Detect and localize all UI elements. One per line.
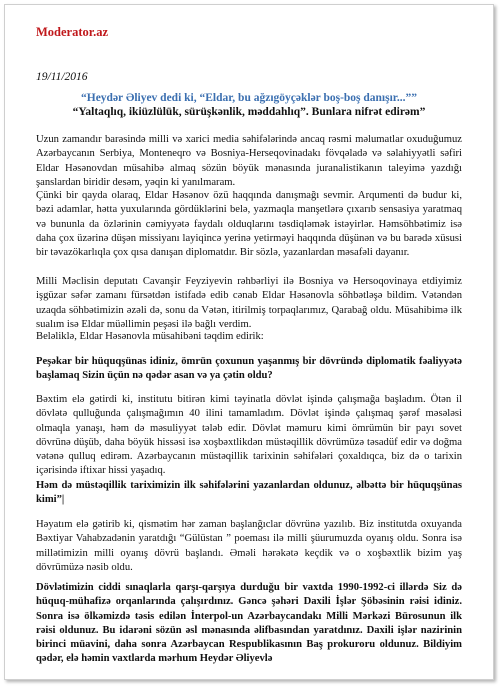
question-text-1: Peşəkar bir hüquqşünas idiniz, ömrün çoxunun yaşanmış bir dövründə diplomatik fəaliyyətə başlamaq Sizin üçün nə qədər asan və ya çətin oldu? bbox=[36, 356, 462, 382]
answer-2 bbox=[36, 518, 462, 575]
intro-paragraph-2 bbox=[36, 189, 462, 260]
question-3 bbox=[36, 581, 462, 667]
intro-paragraph-3 bbox=[36, 275, 462, 332]
intro-paragraph-4 bbox=[36, 330, 462, 344]
article-title: “Heydər Əliyev dedi ki, “Eldar, bu ağzıgöyçəklər boş-boş danışır...”” bbox=[81, 92, 417, 104]
intro-paragraph-1 bbox=[36, 133, 462, 190]
question-text-2: Həm də müstəqillik tariximizin ilk səhifələrini yazanlardan oldunuz, əlbəttə bir hüquqşünas kimi”| bbox=[36, 480, 462, 506]
answer-text-1: Bəxtim elə gətirdi ki, institutu bitirən kimi təyinatla dövlət işində çalışmağa başladım. Ötən il dövlətə qulluğunda çalışmağımın 40 ilini tamamladım. Dövlət işində çalışmaq şərəf məsələsi olmaqla yanaşı, həm də məsuliyyət tələb edir. Dövlət məmuru kimi ömrümün bir payı sovet dövrünə düşüb, daha böyük hissəsi isə xoşbəxtlikdən müstəqillik dövrümüzə təsadüf edir və doğma vətənə qulluq edirəm. Azərbaycanın müstəqillik tarixinin səhifələri çoxaldıqca, biz də o tarixin içərisində iftixar hissi yaşadıq. bbox=[36, 394, 462, 477]
intro-text-4: Beləliklə, Eldar Həsənovla müsahibəni təqdim edirik: bbox=[36, 331, 264, 342]
question-2 bbox=[36, 479, 462, 508]
site-name[interactable]: Moderator.az bbox=[36, 25, 109, 39]
intro-text-3: Milli Məclisin deputatı Cavanşir Feyziyevin rəhbərliyi ilə Bosniya və Hersoqovinaya etdiyimiz işgüzar səfər zamanı fürsətdən istifadə edib cənab Eldar Həsənovla söhbətləşə bildim. Vətəndən uzaqda söhbətimizin əzəli də, sonu da Vətən, itirilmiş torpaqlarımız, Qarabağ oldu. Müsahibimə ilk sualım isə Eldar müəllimin peşəsi ilə bağlı verdim. bbox=[36, 276, 462, 330]
answer-text-2: Həyatım elə gətirib ki, qismətim hər zaman başlanğıclar dövrünə yazılıb. Biz institutda oxuyanda Bəxtiyar Vahabzadənin yaratdığı “Gülüstan ” poeması ilə milli şüurumuzda oyanış oldu. Sonra isə millətimizin milli oyanış dövrü başlandı. Əməli hərəkətə keçdik və o xoşbəxtlik bizim yaş dövrümüzə nəsib oldu. bbox=[36, 519, 462, 573]
document-page bbox=[4, 4, 494, 680]
intro-text-2: Çünki bir qayda olaraq, Eldar Həsənov özü haqqında danışmağı sevmir. Arqumenti də budur ki, bəzi adamlar, hətta yuxularında gördüklərini belə, yazmaqla manşetlərə çıxarıb sensasiya yaratmaq və bununla da özlərinin cəmiyyətə faydalı olduqlarını təsdiqləmək istəyirlər. Həmsöhbətimiz isə daha çox üzərinə düşən missiyanı layiqincə yerinə yetirməyi haqqında düşünən və bu barədə xüsusi bir təvazökarlıqla çox qısa danışan diplomatdır. Bir sözlə, yazanlardan məsafəli dayanır. bbox=[36, 190, 462, 259]
question-1 bbox=[36, 355, 462, 384]
intro-text-1: Uzun zamandır barəsində milli və xarici media səhifələrində ancaq rəsmi məlumatlar oxuduğumuz Azərbaycanın Serbiya, Monteneqro və Bosniya-Herseqovinadakı fövqəladə və səlahiyyətli səfiri Eldar Həsənovdan müsahibə almaq sözün böyük mənasında juranalistikanın taleyimə yazdığı şanslardan biridir desəm, yəqin ki yanılmaram. bbox=[36, 134, 462, 188]
answer-1 bbox=[36, 393, 462, 479]
publication-date: 19/11/2016 bbox=[36, 71, 88, 83]
question-text-3: Dövlətimizin ciddi sınaqlarla qarşı-qarşıya durduğu bir vaxtda 1990-1992-ci illərdə Siz də hüquq-mühafizə orqanlarında çalışırdınız. Gəncə şəhəri Daxili İşlər Şöbəsinin rəisi idiniz. Sonra isə ölkəmizdə təsis edilən İnterpol-un Azərbaycandakı Milli Mərkəzi Bürosunun ilk rəisi oldunuz. Bu idarəni sözün əsl mənasında əlifbasından yaratdınız. Daxili işlər nazirinin birinci müavini, daha sonra Azərbaycan Respublikasının Baş prokuroru oldunuz. Bildiyim qədər, elə həmin vaxtlarda mərhum Heydər Əliyevlə bbox=[36, 582, 462, 665]
article-subtitle: “Yaltaqlıq, ikiüzlülük, sürüşkənlik, məddahlıq”. Bunlara nifrət edirəm” bbox=[72, 106, 426, 118]
